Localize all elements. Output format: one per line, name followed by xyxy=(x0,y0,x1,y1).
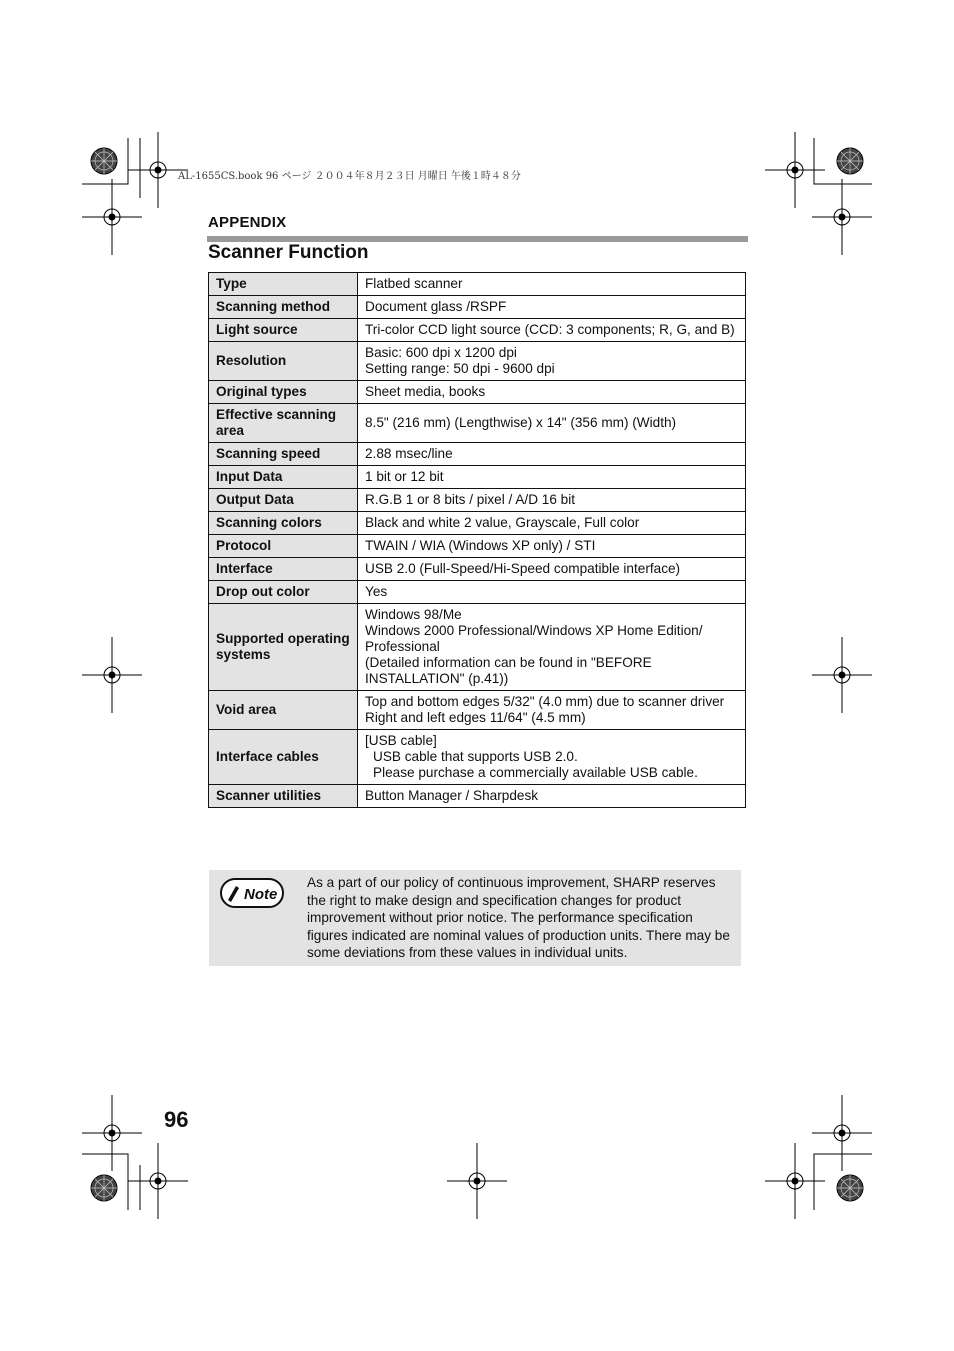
spec-value-line: Basic: 600 dpi x 1200 dpi xyxy=(365,345,517,360)
spec-value-line: 8.5" (216 mm) (Lengthwise) x 14" (356 mm) (Width) xyxy=(365,415,677,430)
table-row xyxy=(209,381,746,404)
spec-value-line: Please purchase a commercially available USB cable. xyxy=(373,765,698,780)
spec-value-line: 2.88 msec/line xyxy=(365,446,453,461)
note-icon-label: Note xyxy=(244,886,278,903)
table-row xyxy=(209,466,746,489)
spec-value xyxy=(358,296,746,319)
spec-value xyxy=(358,512,746,535)
spec-value-line: Tri-color CCD light source (CCD: 3 components; R, G, and B) xyxy=(365,322,735,337)
spec-value xyxy=(358,404,746,443)
spec-label: Scanning colors xyxy=(209,512,358,535)
spec-value-line: (Detailed information can be found in "BEFORE INSTALLATION" (p.41)) xyxy=(365,655,652,686)
spec-value-line: Setting range: 50 dpi - 9600 dpi xyxy=(365,361,555,376)
spec-value xyxy=(358,342,746,381)
print-header: AL-1655CS.book 96 ページ ２００４年８月２３日 月曜日 午後１時４８分 xyxy=(178,171,521,182)
spec-value-line: Windows 2000 Professional/Windows XP Home Edition/ Professional xyxy=(365,623,703,654)
spec-value-line: Flatbed scanner xyxy=(365,276,463,291)
spec-value-line: Black and white 2 value, Grayscale, Full color xyxy=(365,515,640,530)
spec-value xyxy=(358,604,746,691)
page-number: 96 xyxy=(164,1107,189,1132)
spec-value xyxy=(358,489,746,512)
note-text: As a part of our policy of continuous improvement, SHARP reserves the right to make design and specification changes for product improvement without prior notice. The performance specification figures indicated are nominal values of production units. There may be some deviations from these values in individual units. xyxy=(307,875,730,960)
table-row xyxy=(209,512,746,535)
spec-label: Interface cables xyxy=(209,730,358,785)
table-row xyxy=(209,342,746,381)
table-row xyxy=(209,785,746,808)
spec-value-line: USB cable that supports USB 2.0. xyxy=(373,749,578,764)
spec-label: Scanning method xyxy=(209,296,358,319)
spec-value xyxy=(358,466,746,489)
spec-value xyxy=(358,581,746,604)
spec-value-line: Document glass /RSPF xyxy=(365,299,507,314)
spec-value-line: [USB cable] xyxy=(365,733,437,748)
table-row xyxy=(209,443,746,466)
table-row xyxy=(209,691,746,730)
table-row xyxy=(209,273,746,296)
spec-value-line: Button Manager / Sharpdesk xyxy=(365,788,539,803)
spec-value-line: Sheet media, books xyxy=(365,384,486,399)
spec-label: Scanning speed xyxy=(209,443,358,466)
spec-label: Interface xyxy=(209,558,358,581)
page-title: Scanner Function xyxy=(208,242,369,263)
table-row xyxy=(209,535,746,558)
note-icon xyxy=(220,878,284,908)
table-row xyxy=(209,319,746,342)
spec-value-line: Top and bottom edges 5/32" (4.0 mm) due to scanner driver xyxy=(365,694,725,709)
note-box xyxy=(209,870,741,966)
spec-value xyxy=(358,273,746,296)
table-row xyxy=(209,489,746,512)
spec-value xyxy=(358,558,746,581)
spec-value xyxy=(358,691,746,730)
table-row xyxy=(209,604,746,691)
table-row xyxy=(209,581,746,604)
spec-label: Output Data xyxy=(209,489,358,512)
spec-value-line: 1 bit or 12 bit xyxy=(365,469,444,484)
spec-value xyxy=(358,319,746,342)
spec-label: Effective scanning area xyxy=(209,404,358,443)
section-label: APPENDIX xyxy=(208,214,287,231)
spec-value xyxy=(358,535,746,558)
spec-label: Resolution xyxy=(209,342,358,381)
spec-label: Input Data xyxy=(209,466,358,489)
table-row xyxy=(209,404,746,443)
spec-value xyxy=(358,785,746,808)
table-row xyxy=(209,296,746,319)
spec-value xyxy=(358,381,746,404)
spec-value-line: Yes xyxy=(365,584,388,599)
spec-label: Light source xyxy=(209,319,358,342)
spec-label: Drop out color xyxy=(209,581,358,604)
spec-label: Supported operating systems xyxy=(209,604,358,691)
spec-value-line: R.G.B 1 or 8 bits / pixel / A/D 16 bit xyxy=(365,492,576,507)
spec-label: Protocol xyxy=(209,535,358,558)
spec-value-line: Right and left edges 11/64" (4.5 mm) xyxy=(365,710,586,725)
spec-label: Scanner utilities xyxy=(209,785,358,808)
spec-value xyxy=(358,730,746,785)
spec-value-line: USB 2.0 (Full-Speed/Hi-Speed compatible interface) xyxy=(365,561,681,576)
spec-value-line: Windows 98/Me xyxy=(365,607,462,622)
spec-value xyxy=(358,443,746,466)
spec-table xyxy=(208,272,746,808)
spec-label: Type xyxy=(209,273,358,296)
spec-label: Void area xyxy=(209,691,358,730)
table-row xyxy=(209,558,746,581)
spec-label: Original types xyxy=(209,381,358,404)
spec-value-line: TWAIN / WIA (Windows XP only) / STI xyxy=(365,538,596,553)
table-row xyxy=(209,730,746,785)
